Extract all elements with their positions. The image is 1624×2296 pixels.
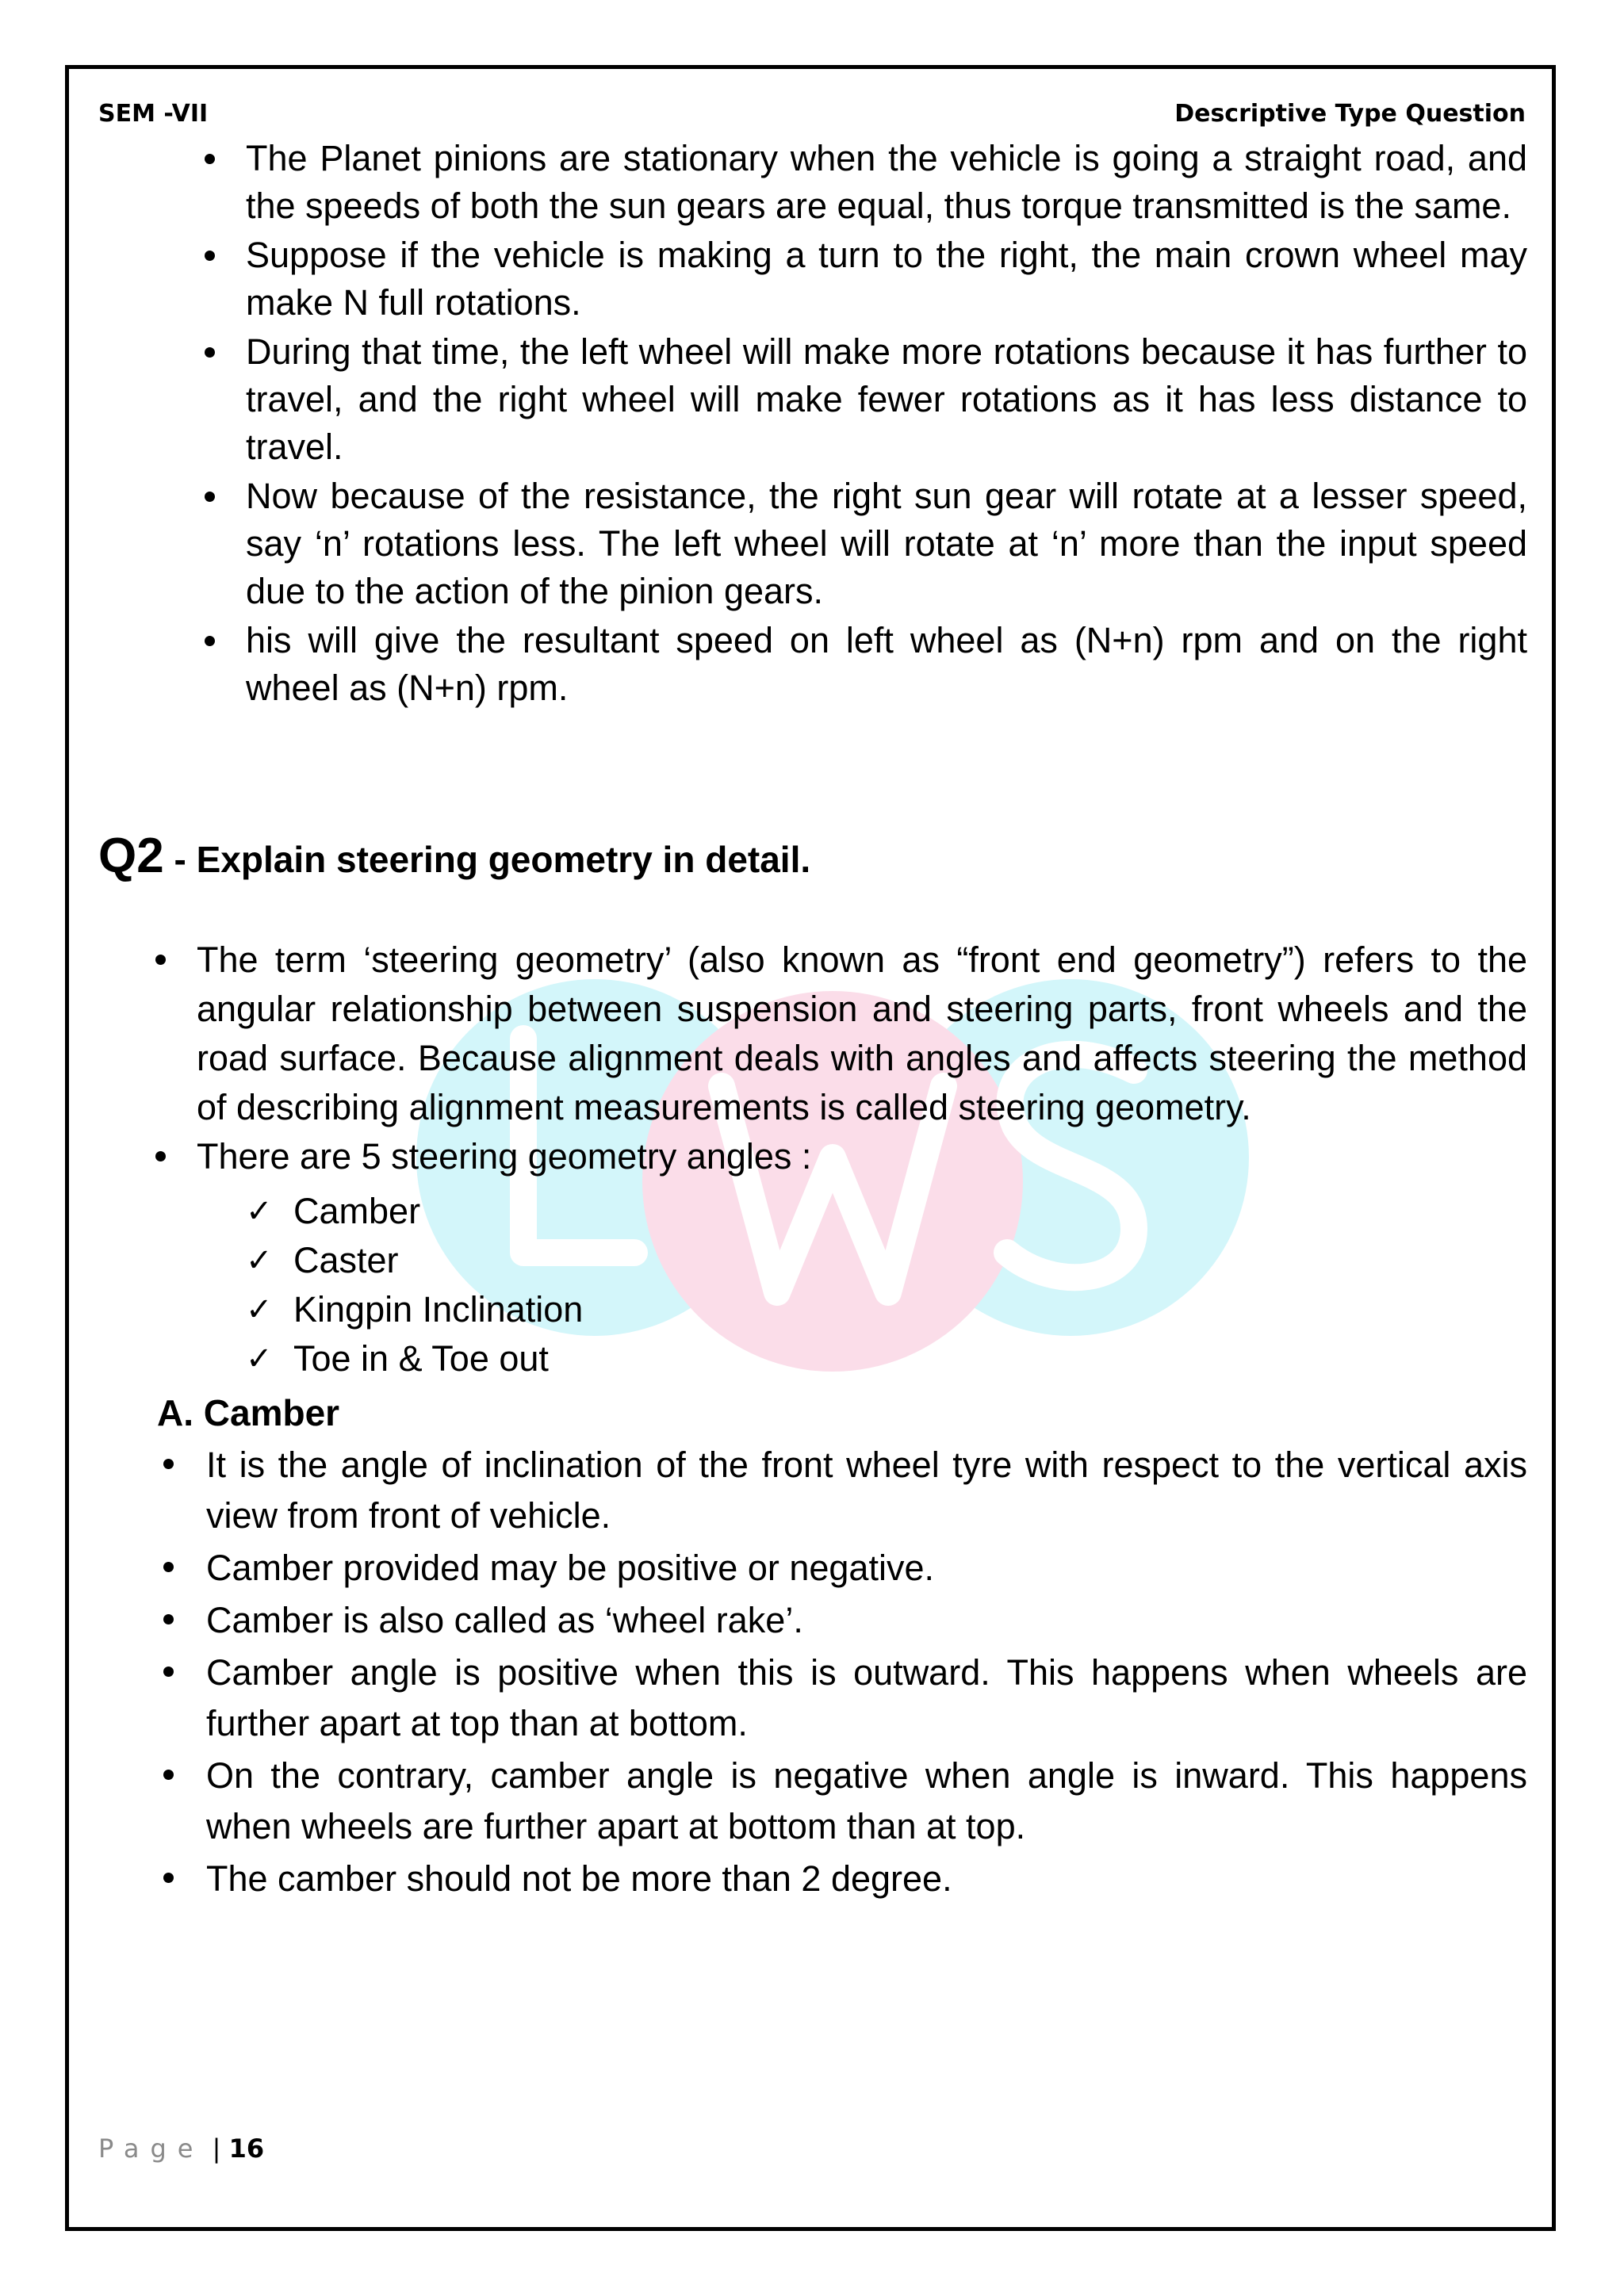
- page-separator: |: [212, 2133, 221, 2164]
- check-icon: ✓: [246, 1292, 273, 1328]
- checklist-label: Caster: [293, 1240, 399, 1280]
- question-heading: [98, 828, 810, 887]
- check-icon: ✓: [246, 1341, 273, 1377]
- list-item: There are 5 steering geometry angles :: [197, 1132, 1527, 1181]
- steering-angle-checklist: [246, 1187, 584, 1383]
- list-item: The term ‘steering geometry’ (also known as “front end geometry”) refers to the angular relationship between suspension and steering parts, front wheels and the road surface. Because alignment deals with angles and affects steering the method of describing alignment measurements is called steering geometry.: [197, 936, 1527, 1132]
- list-item: The camber should not be more than 2 degree.: [206, 1854, 1527, 1904]
- header-question-type: Descriptive Type Question: [1174, 100, 1526, 128]
- page-label: Page: [98, 2133, 205, 2164]
- list-item: On the contrary, camber angle is negative when angle is inward. This happens when wheels are further apart at bottom than at top.: [206, 1751, 1527, 1852]
- checklist-item-camber: [246, 1187, 583, 1236]
- list-item: Suppose if the vehicle is making a turn to the right, the main crown wheel may make N full rotations.: [246, 232, 1527, 327]
- question-number: Q2: [98, 828, 164, 883]
- checklist-item-toe: [246, 1334, 583, 1383]
- check-icon: ✓: [246, 1193, 273, 1230]
- list-item: Camber angle is positive when this is outward. This happens when wheels are further apart at top than at bottom.: [206, 1647, 1527, 1749]
- camber-heading: A. Camber: [157, 1392, 340, 1433]
- checklist-item-caster: [246, 1236, 583, 1285]
- list-item: Camber is also called as ‘wheel rake’.: [206, 1595, 1527, 1646]
- list-item: Camber provided may be positive or negative.: [206, 1543, 1527, 1594]
- page-number: 16: [228, 2133, 265, 2164]
- question-text: - Explain steering geometry in detail.: [163, 839, 811, 880]
- list-item: It is the angle of inclination of the front wheel tyre with respect to the vertical axis view from front of vehicle.: [206, 1440, 1527, 1541]
- page-footer: [98, 2133, 264, 2164]
- steering-geometry-bullet-list: [197, 936, 1527, 1181]
- list-item: The Planet pinions are stationary when the vehicle is going a straight road, and the speeds of both the sun gears are equal, thus torque transmitted is the same.: [246, 135, 1527, 230]
- checklist-label: Camber: [293, 1191, 421, 1231]
- list-item: During that time, the left wheel will make more rotations because it has further to travel, and the right wheel will make fewer rotations as it has less distance to travel.: [246, 328, 1527, 471]
- header-semester: SEM -VII: [98, 100, 209, 128]
- camber-bullet-list: [206, 1440, 1527, 1906]
- checklist-label: Toe in & Toe out: [293, 1338, 549, 1379]
- list-item: Now because of the resistance, the right sun gear will rotate at a lesser speed, say ‘n’ rotations less. The left wheel will rotate at ‘n’ more than the input speed due to the action of the pinion gears.: [246, 473, 1527, 615]
- check-icon: ✓: [246, 1242, 273, 1279]
- checklist-label: Kingpin Inclination: [293, 1289, 584, 1330]
- list-item: his will give the resultant speed on left wheel as (N+n) rpm and on the right wheel as (N+n) rpm.: [246, 617, 1527, 712]
- differential-bullet-list: [246, 135, 1527, 714]
- checklist-item-kingpin-inclination: [246, 1285, 584, 1334]
